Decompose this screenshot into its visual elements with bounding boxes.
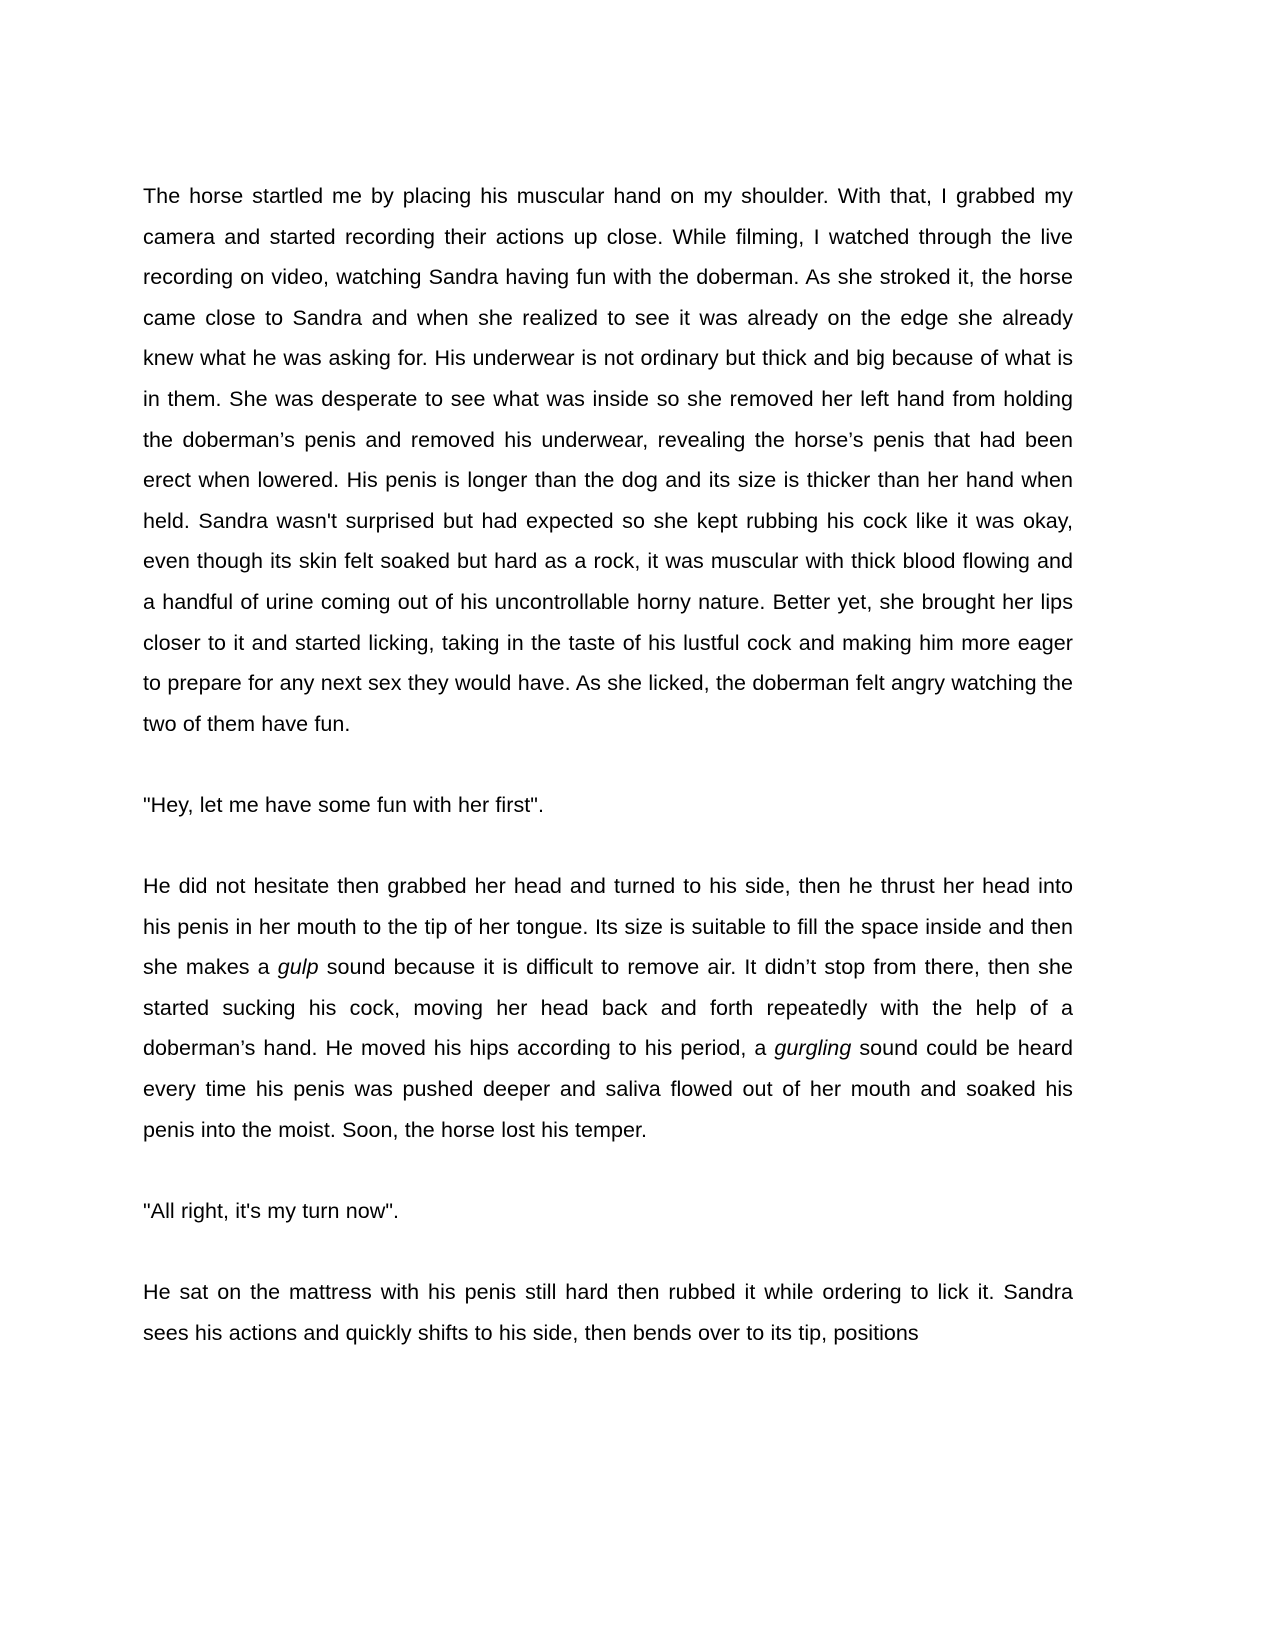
paragraph-1	[143, 176, 1073, 744]
paragraph-2	[143, 785, 1073, 826]
body-text: He did not hesitate then grabbed her head and turned to his side, then he thrust her head into his penis in her mouth to the tip of her tongue. Its size is suitable to fill the space inside and then she makes a	[143, 874, 1073, 980]
body-text: The horse startled me by placing his muscular hand on my shoulder. With that, I grabbed my camera and started recording their actions up close. While filming, I watched through the live recording on video, watching Sandra having fun with the doberman. As she stroked it, the horse came close to Sandra and when she realized to see it was already on the edge she already knew what he was asking for. His underwear is not ordinary but thick and big because of what is in them. She was desperate to see what was inside so she removed her left hand from holding the doberman’s penis and removed his underwear, revealing the horse’s penis that had been erect when lowered. His penis is longer than the dog and its size is thicker than her hand when held. Sandra wasn't surprised but had expected so she kept rubbing his cock like it was okay, even though its skin felt soaked but hard as a rock, it was muscular with thick blood flowing and a handful of urine coming out of his uncontrollable horny nature. Better yet, she brought her lips closer to it and started licking, taking in the taste of his lustful cock and making him more eager to prepare for any next sex they would have. As she licked, the doberman felt angry watching the two of them have fun.	[143, 184, 1073, 736]
body-text: sound because it is difficult to remove air. It didn’t stop from there, then she started sucking his cock, moving her head back and forth repeatedly with the help of a doberman’s hand. He moved his hips according to his period, a	[143, 955, 1073, 1061]
body-text: "Hey, let me have some fun with her first".	[143, 792, 544, 817]
paragraph-5	[143, 1272, 1073, 1353]
body-text: He sat on the mattress with his penis still hard then rubbed it while ordering to lick it. Sandra sees his actions and quickly shifts to his side, then bends over to its tip, positions	[143, 1280, 1073, 1345]
document-text-column	[143, 176, 1073, 1353]
emphasis-text: gulp	[277, 955, 319, 980]
emphasis-text: gurgling	[774, 1036, 852, 1061]
paragraph-3	[143, 866, 1073, 1150]
body-text: sound could be heard every time his penis was pushed deeper and saliva flowed out of her mouth and soaked his penis into the moist. Soon, the horse lost his temper.	[143, 1036, 1073, 1142]
body-text: "All right, it's my turn now".	[143, 1198, 400, 1223]
paragraph-4	[143, 1191, 1073, 1232]
